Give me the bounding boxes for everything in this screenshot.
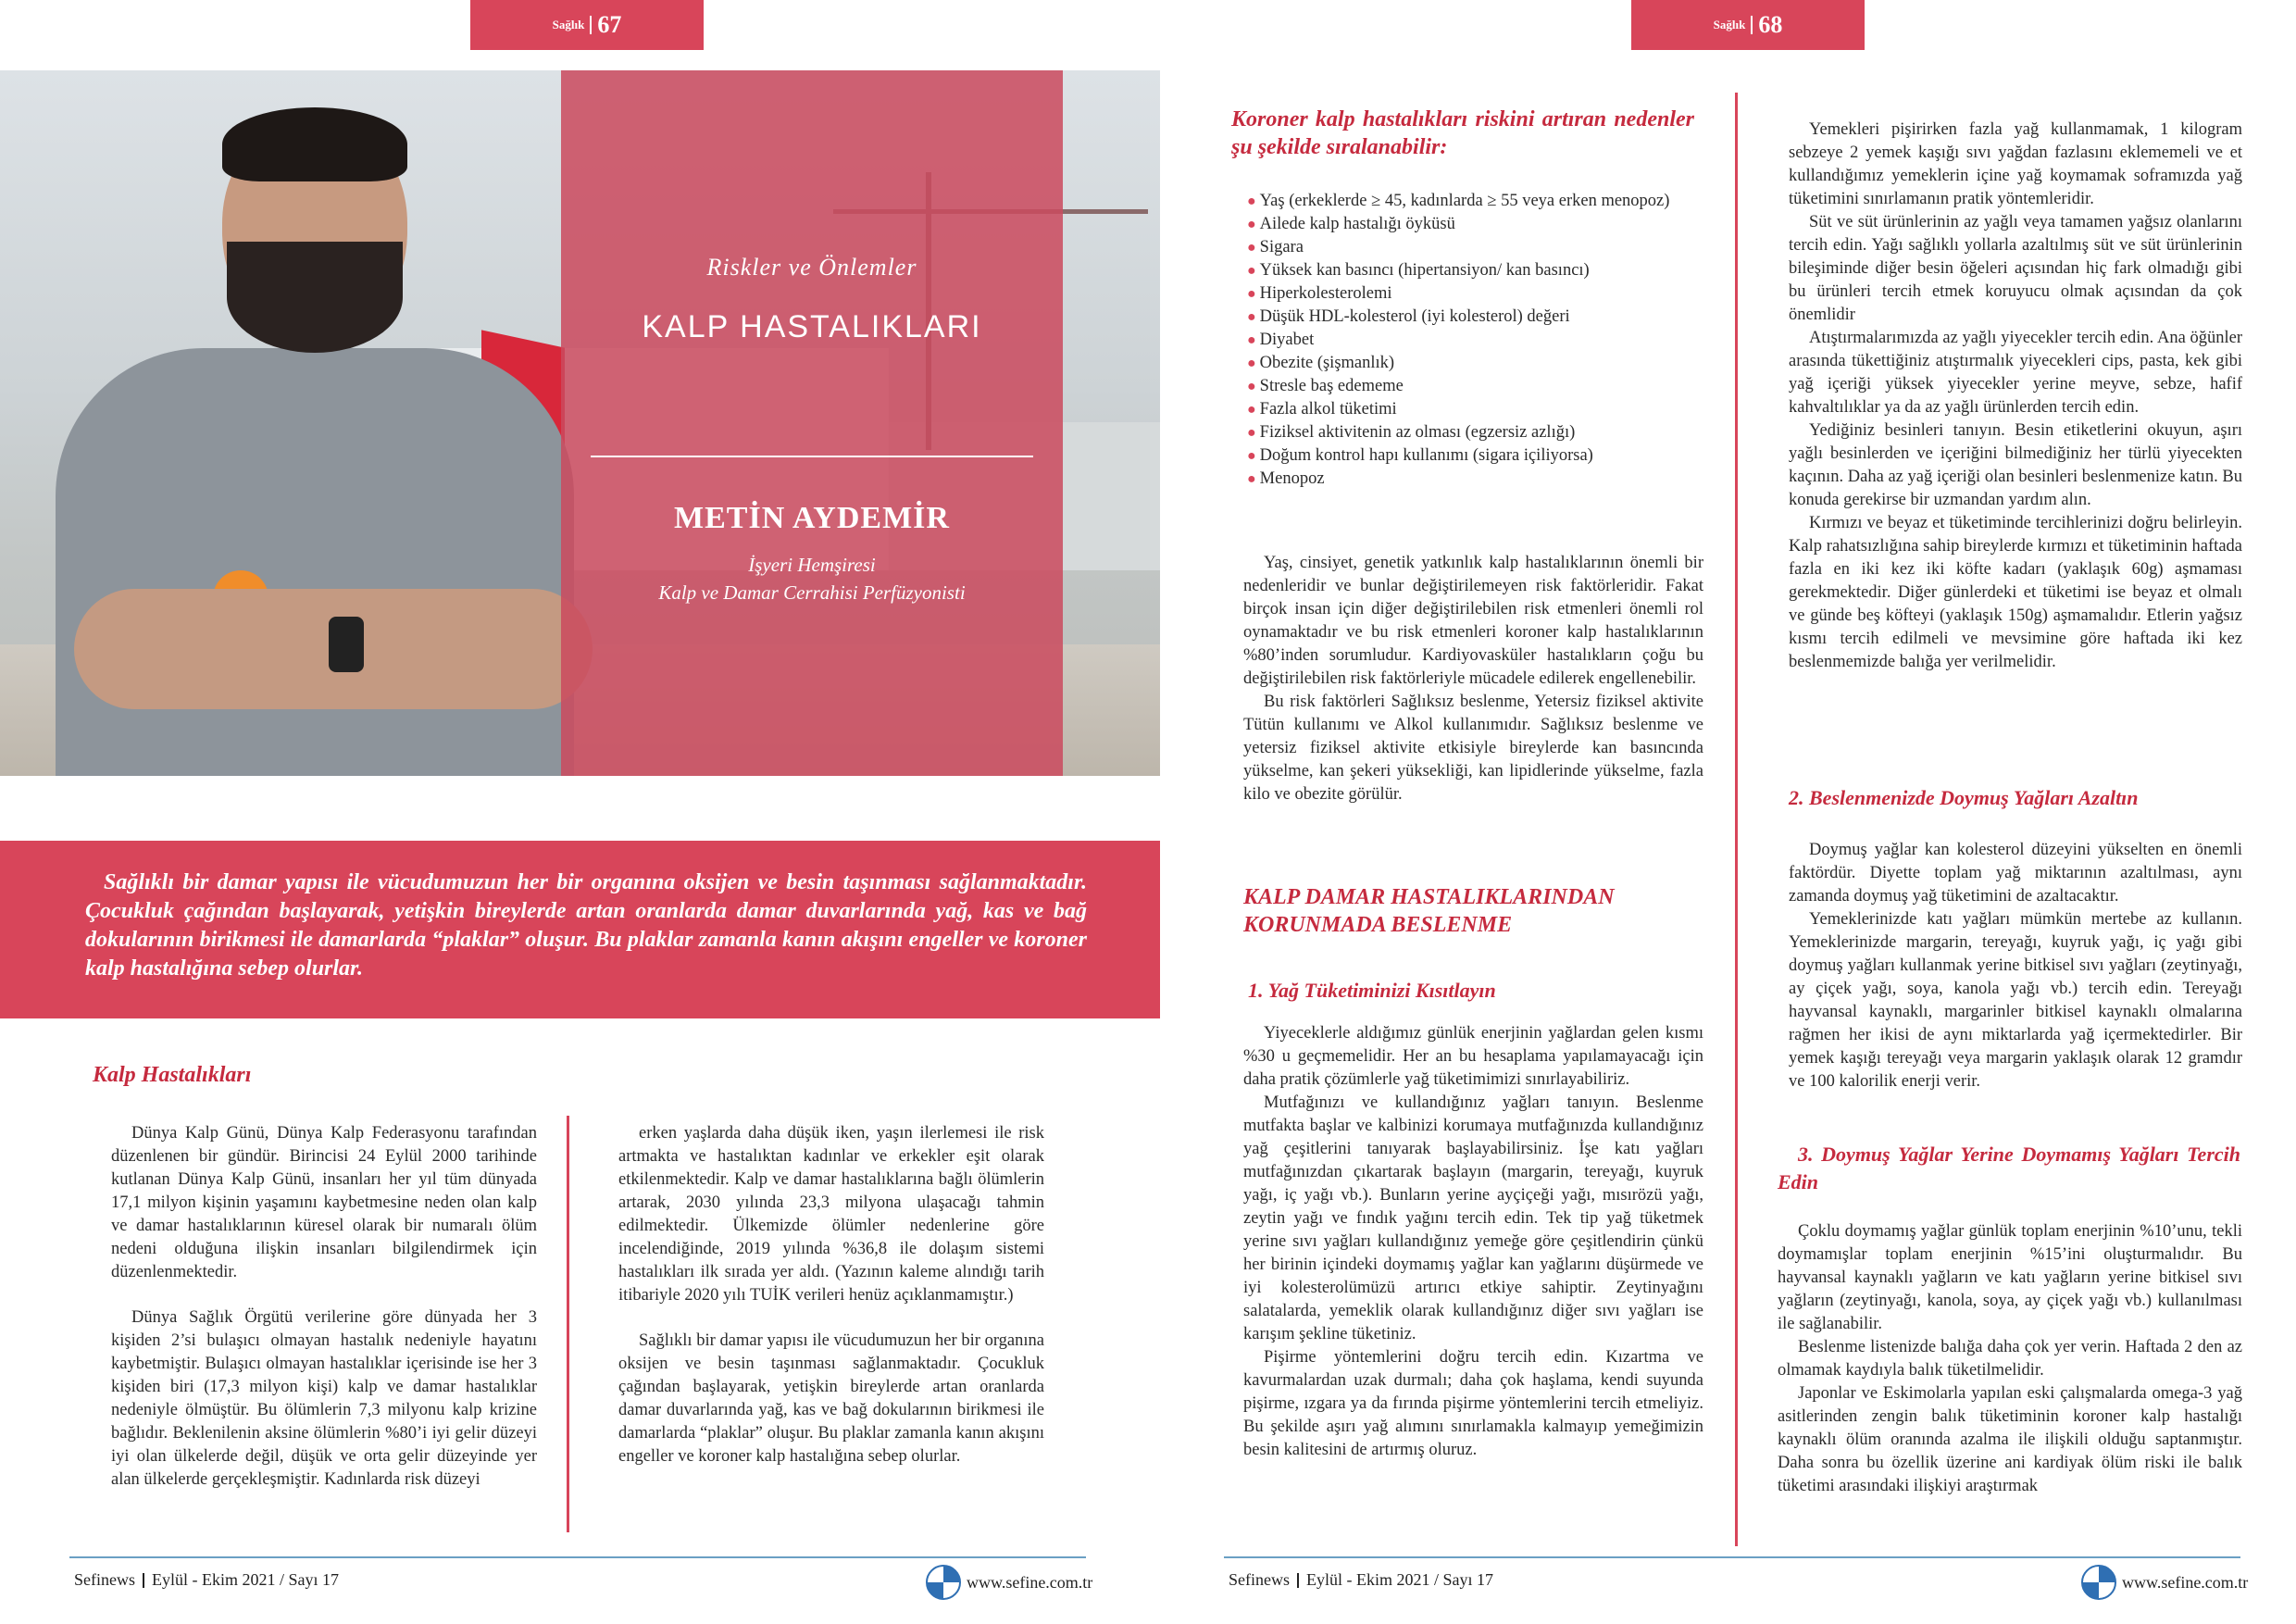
risk-item-text: Sigara	[1259, 238, 1304, 256]
risk-item-text: Düşük HDL-kolesterol (iyi kolesterol) değeri	[1259, 307, 1570, 326]
risk-item	[1247, 236, 1703, 259]
article-subtitle: Riskler ve Önlemler	[706, 254, 917, 281]
author-role-2: Kalp ve Damar Cerrahisi Perfüzyonisti	[658, 581, 966, 604]
paragraph: Yediğiniz besinleri tanıyın. Besin etiketlerini okuyun, aşırı yağlı besinlerden ve içeriğini bilmediğiniz her türlü yiyecekten kaçının. Daha az yağ içeriği olan besinleri beslenmenize katın. Bu konuda gerekirse bir uzmandan yardım alın.	[1789, 421, 2242, 509]
risk-item	[1247, 352, 1703, 375]
divider	[1297, 1573, 1299, 1588]
paragraph: Sağlıklı bir damar yapısı ile vücudumuzun her bir organına oksijen ve besin taşınması sağlanmaktadır. Çocukluk çağından başlayarak, yetişkin bireylerde artan oranlarda damar duvarlarında yağ, kas ve bağ dokularının birikmesi ile damarlarda “plaklar” oluşur. Bu plaklar zamanla kanın akışını engeller ve koroner kalp hastalığına sebep olurlar.	[618, 1331, 1044, 1466]
page-number-tab-left	[470, 0, 704, 50]
page-number-tab-right	[1631, 0, 1865, 50]
watch-image	[329, 617, 364, 672]
risk-item-text: Doğum kontrol hapı kullanımı (sigara içiliyorsa)	[1259, 446, 1593, 465]
risk-item	[1247, 375, 1703, 398]
bullet-icon: ●	[1247, 309, 1256, 325]
sefine-logo-icon	[2081, 1565, 2116, 1600]
subsection-3-text	[1778, 1220, 2242, 1498]
bullet-icon: ●	[1247, 332, 1256, 348]
paragraph: Pişirme yöntemlerini doğru tercih edin. Kızartma ve kavurmalardan uzak durmalı; daha çok haşlama, kendi suyunda pişirme, ızgara ya da fırında pişirme yöntemlerini tercih etmeliyiz. Bu şekilde aşırı yağ alımını sınırlamakla kalmayıp yemeğimizin besin kalitesini de artırmış oluruz.	[1243, 1348, 1703, 1459]
subheading-1: 1. Yağ Tüketiminizi Kısıtlayın	[1248, 979, 1496, 1002]
paragraph: Bu risk faktörleri Sağlıksız beslenme, Yetersiz fiziksel aktivite Tütün kullanımı ve Alkol kullanımıdır. Sağlıksız beslenme ve yetersiz fiziksel aktivite etkisiyle bireylerde kan basıncında yükselme, kan şekeri yüksekliği, kan lipidlerinde yükselme, fazla kilo ve obezite görülür.	[1243, 693, 1703, 804]
subheading-2: 2. Beslenmenizde Doymuş Yağları Azaltın	[1789, 786, 2139, 809]
risk-item	[1247, 259, 1703, 282]
risk-item-text: Fazla alkol tüketimi	[1259, 400, 1397, 418]
left-section-heading: Kalp Hastalıkları	[93, 1063, 252, 1087]
footer-right	[1229, 1570, 1493, 1590]
paragraph: Çoklu doymamış yağlar günlük toplam enerjinin %10’unu, tekli doymamışlar toplam enerjinin %15’ini oluşturmalıdır. Bu hayvansal kaynaklı yağların ve katı yağların yerine bitkisel sıvı yağların (zeytinyağı, kanola, soya, ay çiçek yağı vb.) kullanılması ile sağlanabilir.	[1778, 1222, 2242, 1333]
risk-item	[1247, 329, 1703, 352]
bullet-icon: ●	[1247, 217, 1256, 232]
section-label: Sağlık	[1713, 18, 1746, 31]
paragraph: Atıştırmalarımızda az yağlı yiyecekler tercih edin. Ana öğünler arasında tükettiğiniz atıştırmalık yiyecekleri cips, pasta, kek gibi yağ içeriği yüksek yiyecekler yerine meyve, sebze, hafif kahvaltılıklar ya da az yağlı ürünlerden tercih edin.	[1789, 329, 2242, 417]
bullet-icon: ●	[1247, 448, 1256, 464]
bullet-icon: ●	[1247, 471, 1256, 487]
footer-site-left[interactable]	[926, 1565, 1092, 1600]
risk-explanation	[1243, 552, 1703, 806]
bullet-icon: ●	[1247, 356, 1256, 371]
paragraph: Doymuş yağlar kan kolesterol düzeyini yükselten en önemli faktördür. Diyette toplam yağ miktarının azaltılması, aynı zamanda doymuş yağ tüketimini de azaltacaktır.	[1789, 841, 2242, 906]
nutrition-section-heading: KALP DAMAR HASTALIKLARINDAN KORUNMADA BESLENME	[1243, 885, 1615, 937]
author-role-1: İşyeri Hemşiresi	[748, 554, 876, 576]
paragraph: Yaş, cinsiyet, genetik yatkınlık kalp hastalıklarının önemli bir nedenleridir ve bunlar değiştirilemeyen risk faktörleridir. Fakat birçok insan için diğer değiştirilebilen risk etmenleri önemli rol oynamaktadır ve bu risk etmenleri koroner kalp hastalıklarının %80’inden sorumludur. Kardiyovasküler hastalıkların çoğu bu değiştirilebilen risk faktörleriyle mücadele edilerek engellenebilir.	[1243, 554, 1703, 688]
title-overlay	[561, 70, 1063, 776]
risk-item	[1247, 213, 1703, 236]
risk-item-text: Menopoz	[1259, 469, 1325, 488]
footer-site-right[interactable]	[2081, 1565, 2248, 1600]
risk-item-text: Yaş (erkeklerde ≥ 45, kadınlarda ≥ 55 veya erken menopoz)	[1259, 192, 1670, 210]
risk-heading: Koroner kalp hastalıkları riskini artıran nedenler şu şekilde sıralanabilir:	[1231, 107, 1694, 159]
subsection-1-text	[1243, 1022, 1703, 1462]
risk-item-text: Yüksek kan basıncı (hipertansiyon/ kan basıncı)	[1259, 261, 1590, 280]
risk-item-text: Fiziksel aktivitenin az olması (egzersiz azlığı)	[1259, 423, 1576, 442]
bullet-icon: ●	[1247, 263, 1256, 279]
risk-item-text: Ailede kalp hastalığı öyküsü	[1259, 215, 1455, 233]
risk-item	[1247, 468, 1703, 491]
risk-item	[1247, 398, 1703, 421]
website-link[interactable]: www.sefine.com.tr	[2122, 1572, 2249, 1592]
risk-item-text: Diyabet	[1259, 331, 1315, 349]
risk-item	[1247, 421, 1703, 444]
subheading-3: 3. Doymuş Yağlar Yerine Doymamış Yağları Tercih Edin	[1778, 1143, 2240, 1193]
column-divider	[567, 1116, 569, 1532]
footer-left	[74, 1570, 339, 1590]
risk-item	[1247, 190, 1703, 213]
paragraph: Yemeklerinizde katı yağları mümkün mertebe az kullanın. Yemeklerinizde margarin, tereyağı, kuyruk yağı, iç yağı gibi doymuş yağları kullanmak yerine bitkisel sıvı yağları (zeytinyağı, ay çiçek yağı, soya, kanola yağı vb.) tercih edin. Tereyağı hayvansal kaynaklı, margarinler bitkisel kaynaklı olmalarına rağmen her ikisi de aynı miktarlarda yağ içermektedirler. Bir yemek kaşığı tereyağı veya margarin yaklaşık olarak 12 gramdır ve 100 kalorilik enerji verir.	[1789, 910, 2242, 1091]
paragraph: Süt ve süt ürünlerinin az yağlı veya tamamen yağsız olanlarını tercih edin. Yağı sağlıklı yollarla azaltılmış süt ve süt ürünlerinin bileşiminde diğer besin öğeleri açısından hiç fark olmadığı gibi bu ürünleri tercih etmek koruyucu olmak açısından da çok önemlidir	[1789, 213, 2242, 324]
bullet-icon: ●	[1247, 286, 1256, 302]
page-number: 67	[597, 11, 622, 38]
risk-item	[1247, 306, 1703, 329]
risk-item-text: Obezite (şişmanlık)	[1259, 354, 1395, 372]
website-link[interactable]: www.sefine.com.tr	[967, 1572, 1093, 1592]
paragraph: Mutfağınızı ve kullandığınız yağları tanıyın. Beslenme mutfakta başlar ve kalbinizi korumaya mutfağınızda kullandığınız yağ çeşitlerini tanıyarak başlayabilirsiniz. İşe katı yağları mutfağınızdan çıkartarak başlayın (margarin, tereyağı, kuyruk yağı, iç yağı vb.). Bunların yerine ayçiçeği yağı, mısırözü yağı, zeytin yağı ve fındık yağını tercih edin. Tek tip yağ tüketmek yerine sıvı yağları kullandığınız yemeğe göre çeşitlendirin çünkü her birinin içindeki doymamış yağlar kan yağlarını düşürmede ve iyi kolesterolümüzü artırıcı etkiye sahiptir. Zeytinyağını salatalarda, yemeklik olarak kullandığınız diğer sıvı yağları ise karışım şekline tüketiniz.	[1243, 1093, 1703, 1343]
bullet-icon: ●	[1247, 425, 1256, 441]
risk-item	[1247, 444, 1703, 468]
footer-rule-right	[1224, 1556, 2240, 1558]
author-role	[561, 551, 1063, 606]
paragraph: Yemekleri pişirirken fazla yağ kullanmamak, 1 kilogram sebzeye 2 yemek kaşığı sıvı yağdan fazlasını eklememeli ve et kullandığımız yemeklerin içine yağ koymamak soframızda yağ tüketimini sınırlamanın pratik yöntemleridir.	[1789, 120, 2242, 208]
divider	[143, 1573, 144, 1588]
subsection-2-text	[1789, 839, 2242, 1093]
issue-info: Eylül - Ekim 2021 / Sayı 17	[152, 1570, 339, 1589]
risk-factor-list	[1247, 190, 1703, 491]
bullet-icon: ●	[1247, 402, 1256, 418]
risk-item-text: Stresle baş edememe	[1259, 377, 1404, 395]
paragraph: Kırmızı ve beyaz et tüketiminde tercihlerinizi doğru belirleyin. Kalp rahatsızlığına sahip bireylerde kırmızı et tüketiminin haftada fazla en iki kez iki köfte kadarı (yaklaşık 60g) aşmaması gerekmektedir. Diğer günlerdeki et tüketimi ise beyaz et olmalı ve günde beş köfteyi (yaklaşık 150g) aşmamalıdır. Etlerin yağsız kısmı tercih edilmeli ve mevsimine göre haftada iki kez beslenmemizde balığa yer verilmelidir.	[1789, 514, 2242, 671]
footer-rule-left	[69, 1556, 1086, 1558]
author-name: METİN AYDEMİR	[674, 501, 950, 535]
left-column-2	[618, 1122, 1044, 1468]
sefine-logo-icon	[926, 1565, 961, 1600]
paragraph: erken yaşlarda daha düşük iken, yaşın ilerlemesi ile risk artmakta ve hastalıktan kadınlar ve erkekler eşit olarak etkilenmektedir. Kalp ve damar hastalıklarına bağlı ölümlerin artarak, 2030 yılında 23,3 milyona ulaşacağı tahmin edilmektedir. Ülkemizde ölümler nedenlerine göre incelendiğinde, 2019 yılında %36,8 ile dolaşım sistemi hastalıkları ilk sırada yer aldı. (Yazının kaleme alındığı tarih itibariyle 2020 yılı TUİK verileri henüz açıklanmamıştır.)	[618, 1124, 1044, 1305]
bullet-icon: ●	[1247, 194, 1256, 209]
title-divider	[591, 456, 1033, 457]
left-column-1	[111, 1122, 537, 1492]
magazine-name: Sefinews	[74, 1570, 135, 1589]
paragraph: Dünya Sağlık Örgütü verilerine göre dünyada her 3 kişiden 2’si bulaşıcı olmayan hastalık nedeniyle hayatını kaybetmiştir. Bulaşıcı olmayan hastalıklar içerisinde ise her 3 kişiden biri (17,3 milyon kişi) kalp ve damar hastalıklar nedeniyle ölmüştür. Bu ölümlerin 7,3 milyonu kalp krizine bağlıdır. Beklenilenin aksine ölümlerin %80’i iyi gelir düzeyi iyi olan ülkelerde değil, düşük ve orta gelir düzeyinde yer alan ülkelerde gerçekleşmiştir. Kadınlarda risk düzeyi	[111, 1308, 537, 1489]
issue-info: Eylül - Ekim 2021 / Sayı 17	[1306, 1570, 1493, 1589]
pull-quote-banner	[0, 841, 1160, 1018]
paragraph: Dünya Kalp Günü, Dünya Kalp Federasyonu tarafından düzenlenen bir gündür. Birincisi 24 Eylül 2000 tarihinde kutlanan Dünya Kalp Günü, insanları her yıl tüm dünyada 17,1 milyon kişinin yaşamını kaybetmesine neden olan kalp ve damar hastalıklarının küresel olarak bir numaralı ölüm nedeni olduğuna ilişkin insanları bilgilendirmek için düzenlenmektedir.	[111, 1124, 537, 1281]
risk-item	[1247, 282, 1703, 306]
article-title: KALP HASTALIKLARI	[642, 309, 982, 344]
risk-item-text: Hiperkolesterolemi	[1259, 284, 1392, 303]
bullet-icon: ●	[1247, 240, 1256, 256]
paragraph: Beslenme listenizde balığa daha çok yer verin. Haftada 2 den az olmamak kaydıyla balık tüketilmelidir.	[1778, 1338, 2242, 1380]
divider	[1751, 16, 1753, 34]
subsection-1-continued	[1789, 119, 2242, 674]
bullet-icon: ●	[1247, 379, 1256, 394]
page-number: 68	[1758, 11, 1783, 38]
section-label: Sağlık	[552, 18, 585, 31]
column-divider	[1735, 93, 1738, 1546]
magazine-name: Sefinews	[1229, 1570, 1290, 1589]
paragraph: Japonlar ve Eskimolarla yapılan eski çalışmalarda omega-3 yağ asitlerinden zengin balık tüketiminin koroner kalp hastalığı kaynaklı ölüm oranında azalma ile ilişkili olduğu saptanmıştır. Daha sonra bu özellik üzerine ani kardiyak ölüm riski ile balık tüketimi arasındaki ilişkiyi araştırmak	[1778, 1384, 2242, 1495]
pull-quote-text: Sağlıklı bir damar yapısı ile vücudumuzun her bir organına oksijen ve besin taşınması sağlanmaktadır. Çocukluk çağından başlayarak, yetişkin bireylerde artan oranlarda damar duvarlarında yağ, kas ve bağ dokularının birikmesi ile damarlarda “plaklar” oluşur. Bu plaklar zamanla kanın akışını engeller ve koroner kalp hastalığına sebep olurlar.	[85, 870, 1087, 981]
divider	[590, 16, 592, 34]
paragraph: Yiyeceklerle aldığımız günlük enerjinin yağlardan gelen kısmı %30 u geçmemelidir. Her an bu hesaplama yapılamayacağı için daha pratik çözümlerle yağ tüketimimizi sınırlayabiliriz.	[1243, 1024, 1703, 1089]
